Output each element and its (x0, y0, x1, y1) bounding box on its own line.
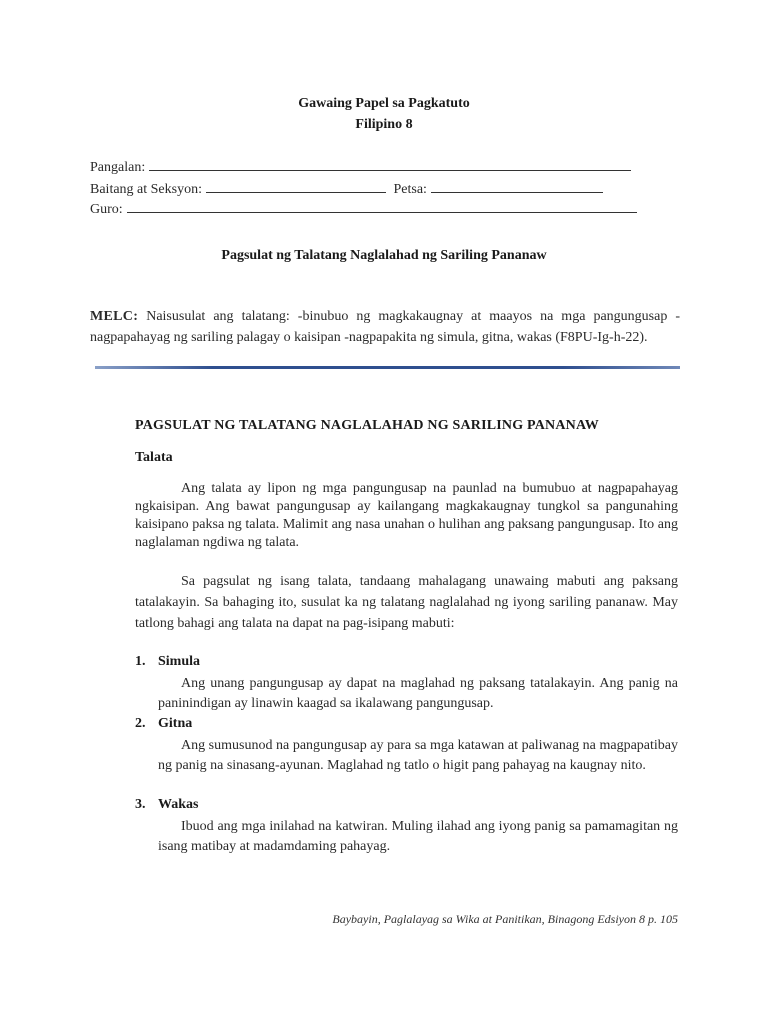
worksheet-title: Gawaing Papel sa Pagkatuto (298, 96, 470, 111)
section-heading: PAGSULAT NG TALATANG NAGLALAHAD NG SARILING PANANAW (135, 418, 599, 433)
worksheet-subject: Filipino 8 (355, 117, 413, 132)
part-text-gitna: Ang sumusunod na pangungusap ay para sa mga katawan at paliwanag na magpapatibay ng panig na sinasang-ayunan. Maglahad ng tatlo o higit pang pahayag na kaugnay nito. (158, 738, 678, 773)
grade-section-label: Baitang at Seksyon: (90, 182, 202, 197)
part-heading-wakas (135, 797, 198, 813)
part-text-wakas: Ibuod ang mga inilahad na katwiran. Muling ilahad ang iyong panig sa pamamagitan ng isang matibay at madamdaming pahayag. (158, 819, 678, 854)
section-divider (95, 366, 680, 369)
part-title: Simula (158, 654, 201, 669)
name-label: Pangalan: (90, 160, 146, 175)
date-label: Petsa: (393, 182, 427, 197)
part-title: Wakas (158, 797, 199, 812)
grade-section-blank[interactable] (206, 178, 386, 193)
section-subheading: Talata (135, 450, 173, 465)
part-number: 1. (135, 654, 146, 669)
melc-text: Naisusulat ang talatang: -binubuo ng magkakaugnay at maayos na mga pangungusap -nagpapahayag ng sariling palagay o kaisipan -nagpapakita ng simula, gitna, wakas (F8PU-Ig-h-22). (90, 309, 680, 345)
melc-label: MELC: (90, 309, 139, 324)
part-heading-simula (135, 654, 200, 670)
teacher-field-row (90, 198, 637, 218)
teacher-label: Guro: (90, 202, 123, 217)
source-citation: Baybayin, Paglalayag sa Wika at Panitikan, Binagong Edsiyon 8 p. 105 (332, 912, 678, 926)
date-blank[interactable] (431, 178, 603, 193)
lesson-title: Pagsulat ng Talatang Naglalahad ng Sariling Pananaw (221, 248, 547, 263)
grade-section-date-row (90, 178, 603, 198)
part-text-simula: Ang unang pangungusap ay dapat na maglahad ng paksang tatalakayin. Ang panig na paninindigan ay linawin kaagad sa ikalawang pangungusap. (158, 676, 678, 711)
melc-block (90, 306, 680, 348)
name-field-row (90, 156, 631, 176)
part-number: 3. (135, 797, 146, 812)
part-number: 2. (135, 716, 146, 731)
paragraph-talata-definition: Ang talata ay lipon ng mga pangungusap na paunlad na bumubuo at nagpapahayag ngkaisipan. Ang bawat pangungusap ay kailangang magkakaugnay tungkol sa pangunahing kaisipano paksa ng talata. Malimit ang nasa unahan o hulihan ang paksang pangungusap. Ito ang naglalaman ngdiwa ng talata. (135, 481, 678, 550)
part-heading-gitna (135, 716, 192, 732)
name-blank[interactable] (149, 156, 631, 171)
teacher-blank[interactable] (127, 198, 637, 213)
paragraph-pagsulat: Sa pagsulat ng isang talata, tandaang mahalagang unawaing mabuti ang paksang tatalakayin. Sa bahaging ito, susulat ka ng talatang naglalahad ng iyong sariling pananaw. May tatlong bahagi ang talata na dapat na pag-isipang mabuti: (135, 574, 678, 631)
part-title: Gitna (158, 716, 193, 731)
